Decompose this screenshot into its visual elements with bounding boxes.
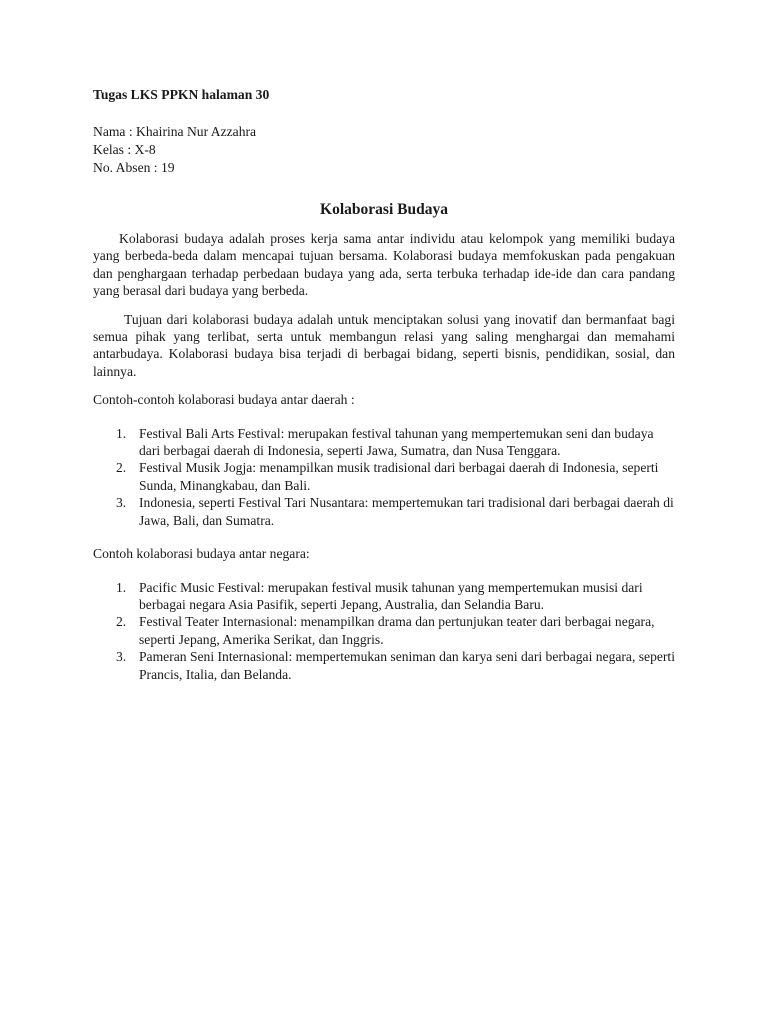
international-examples-list: [93, 579, 675, 683]
paragraph-purpose: Tujuan dari kolaborasi budaya adalah untuk menciptakan solusi yang inovatif dan bermanfaat bagi semua pihak yang terlibat, serta untuk membangun relasi yang saling menghargai dan memahami antarbudaya. Kolaborasi budaya bisa terjadi di berbagai bidang, seperti bisnis, pendidikan, sosial, dan lainnya.: [93, 311, 675, 379]
list-item-text: Festival Teater Internasional: menampilkan drama dan pertunjukan teater dari berbagai negara, seperti Jepang, Amerika Serikat, dan Inggris.: [139, 614, 655, 647]
list-item-number: 2.: [116, 614, 127, 630]
student-name: Nama : Khairina Nur Azzahra: [93, 124, 257, 139]
list-item-text: Indonesia, seperti Festival Tari Nusantara: mempertemukan tari tradisional dari berbagai daerah di Jawa, Bali, dan Sumatra.: [139, 495, 674, 528]
list-item: [93, 579, 675, 614]
list-item: [93, 648, 675, 683]
list-item-number: 2.: [116, 460, 127, 476]
list-item: [93, 425, 675, 460]
list-item-number: 1.: [116, 579, 127, 595]
list-item-text: Pacific Music Festival: merupakan festival musik tahunan yang mempertemukan musisi dari berbagai negara Asia Pasifik, seperti Jepang, Australia, dan Selandia Baru.: [139, 579, 643, 612]
list-item-text: Festival Musik Jogja: menampilkan musik tradisional dari berbagai daerah di Indonesia, seperti Sunda, Minangkabau, dan Bali.: [139, 460, 659, 493]
list-item: [93, 494, 675, 529]
list-item-number: 3.: [116, 649, 127, 665]
regional-examples-title: Contoh-contoh kolaborasi budaya antar daerah :: [93, 392, 355, 408]
student-class: Kelas : X-8: [93, 142, 156, 157]
list-item-number: 1.: [116, 425, 127, 441]
document-title: Kolaborasi Budaya: [320, 201, 448, 218]
list-item-text: Pameran Seni Internasional: mempertemukan seniman dan karya seni dari berbagai negara, seperti Prancis, Italia, dan Belanda.: [139, 649, 675, 682]
regional-examples-list: [93, 425, 675, 529]
student-identity: [93, 123, 675, 177]
list-item: [93, 613, 675, 648]
international-examples-title: Contoh kolaborasi budaya antar negara:: [93, 546, 310, 562]
paragraph-definition: Kolaborasi budaya adalah proses kerja sama antar individu atau kelompok yang memiliki budaya yang berbeda-beda dalam mencapai tujuan bersama. Kolaborasi budaya memfokuskan pada pengakuan dan penghargaan terhadap perbedaan budaya yang ada, serta terbuka terhadap ide-ide dan cara pandang yang berasal dari budaya yang berbeda.: [93, 231, 675, 299]
document-page: [93, 86, 675, 683]
student-number: No. Absen : 19: [93, 160, 175, 175]
list-item-text: Festival Bali Arts Festival: merupakan festival tahunan yang mempertemukan seni dan budaya dari berbagai daerah di Indonesia, seperti Jawa, Sumatra, dan Nusa Tenggara.: [139, 425, 654, 459]
list-item: [93, 459, 675, 494]
list-item-number: 3.: [116, 495, 127, 511]
assignment-heading: Tugas LKS PPKN halaman 30: [93, 87, 270, 102]
